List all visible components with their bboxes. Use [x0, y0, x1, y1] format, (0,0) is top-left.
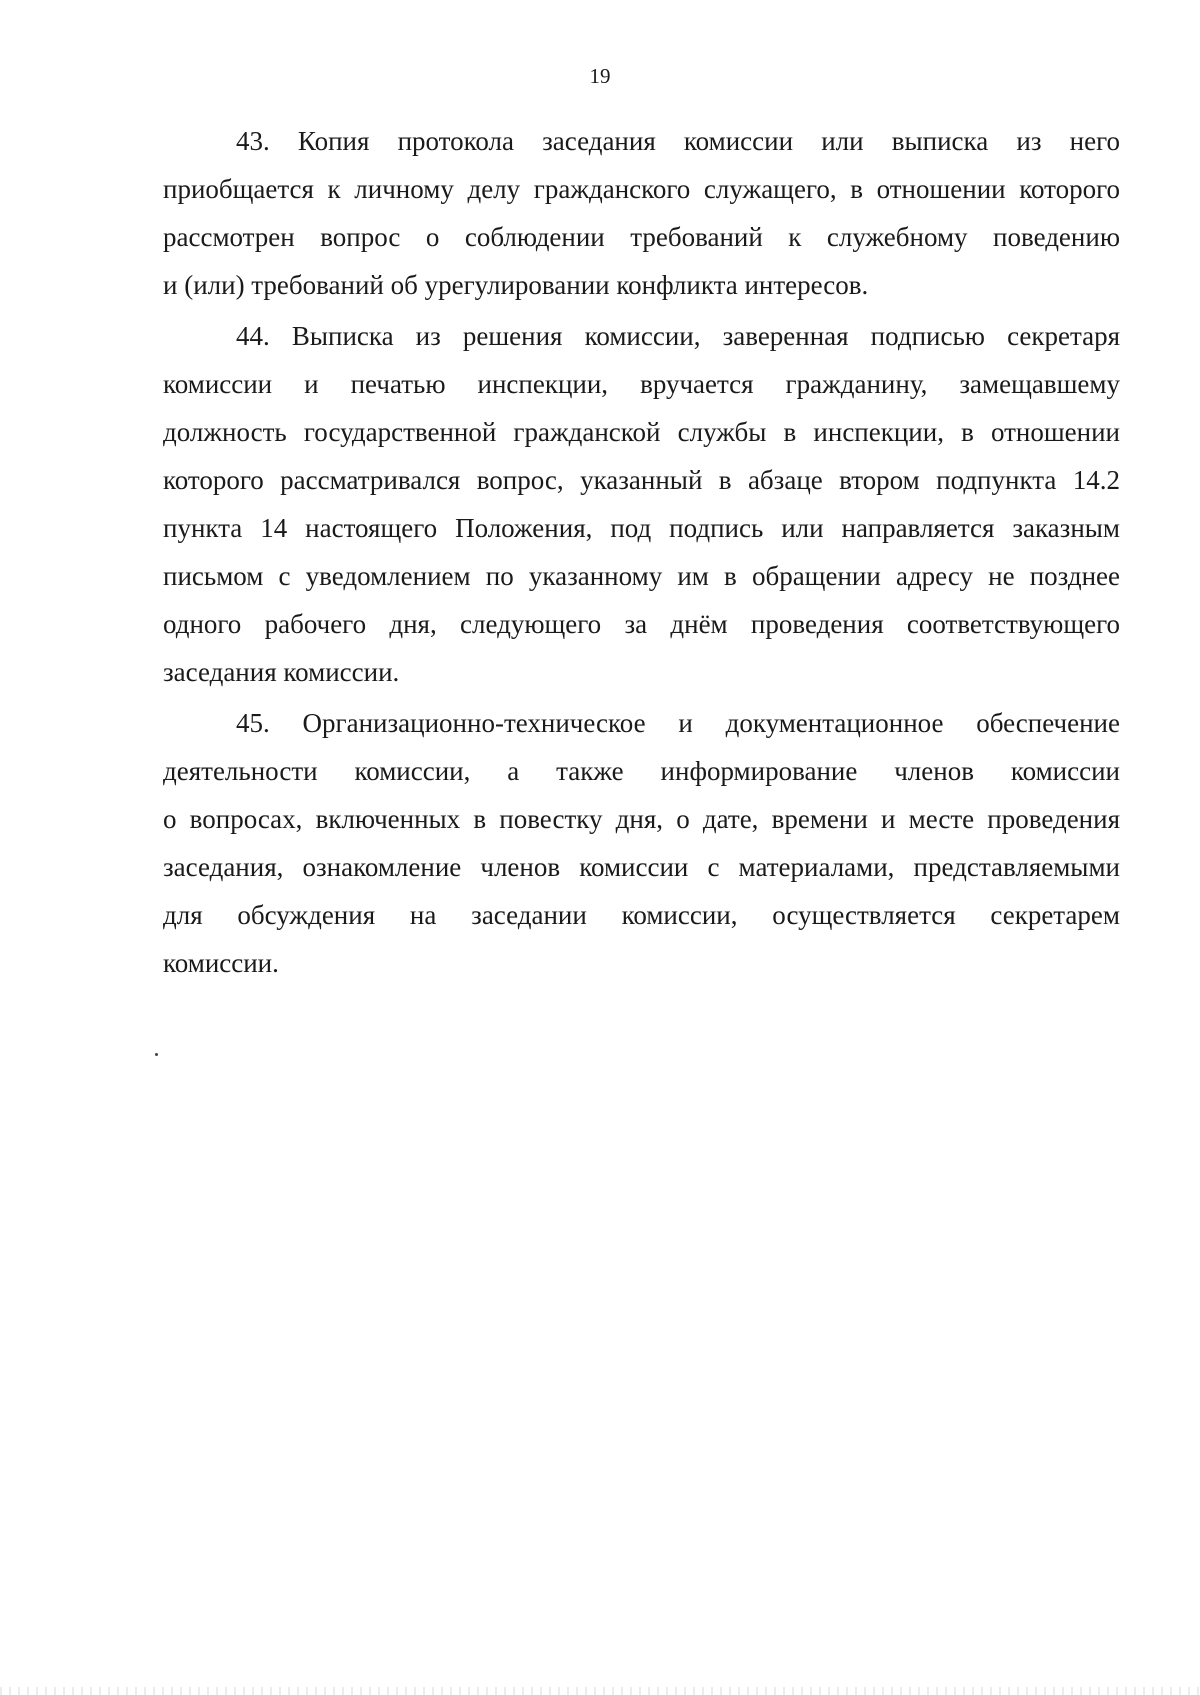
- paragraph-line: 45. Организационно-техническое и документационное обеспечение: [236, 708, 1120, 738]
- paragraph-line: должность государственной гражданской службы в инспекции, в отношении: [163, 417, 1120, 447]
- scan-edge-noise: [0, 1687, 1200, 1695]
- paragraph-line: 44. Выписка из решения комиссии, заверенная подписью секретаря: [236, 321, 1120, 351]
- document-body: [163, 117, 1120, 990]
- paragraph-45: [163, 699, 1120, 987]
- paragraph-line: пункта 14 настоящего Положения, под подпись или направляется заказным: [163, 513, 1120, 543]
- paragraph-line: которого рассматривался вопрос, указанный в абзаце втором подпункта 14.2: [163, 465, 1120, 495]
- paragraph-43: [163, 117, 1120, 309]
- scan-speck: [155, 1053, 158, 1056]
- paragraph-line: и (или) требований об урегулировании конфликта интересов.: [163, 270, 869, 300]
- paragraph-line: комиссии и печатью инспекции, вручается гражданину, замещавшему: [163, 369, 1120, 399]
- paragraph-line: 43. Копия протокола заседания комиссии или выписка из него: [236, 126, 1120, 156]
- paragraph-line: одного рабочего дня, следующего за днём проведения соответствующего: [163, 609, 1120, 639]
- paragraph-line: рассмотрен вопрос о соблюдении требований к служебному поведению: [163, 222, 1120, 252]
- paragraph-line: деятельности комиссии, а также информирование членов комиссии: [163, 756, 1120, 786]
- paragraph-line: для обсуждения на заседании комиссии, осуществляется секретарем: [163, 900, 1120, 930]
- paragraph-line: заседания комиссии.: [163, 657, 400, 687]
- paragraph-line: заседания, ознакомление членов комиссии с материалами, представляемыми: [163, 852, 1120, 882]
- page-number: 19: [589, 64, 611, 88]
- paragraph-line: письмом с уведомлением по указанному им в обращении адресу не позднее: [163, 561, 1120, 591]
- paragraph-line: комиссии.: [163, 948, 279, 978]
- paragraph-44: [163, 312, 1120, 696]
- paragraph-line: приобщается к личному делу гражданского служащего, в отношении которого: [163, 174, 1120, 204]
- paragraph-line: о вопросах, включенных в повестку дня, о дате, времени и месте проведения: [163, 804, 1120, 834]
